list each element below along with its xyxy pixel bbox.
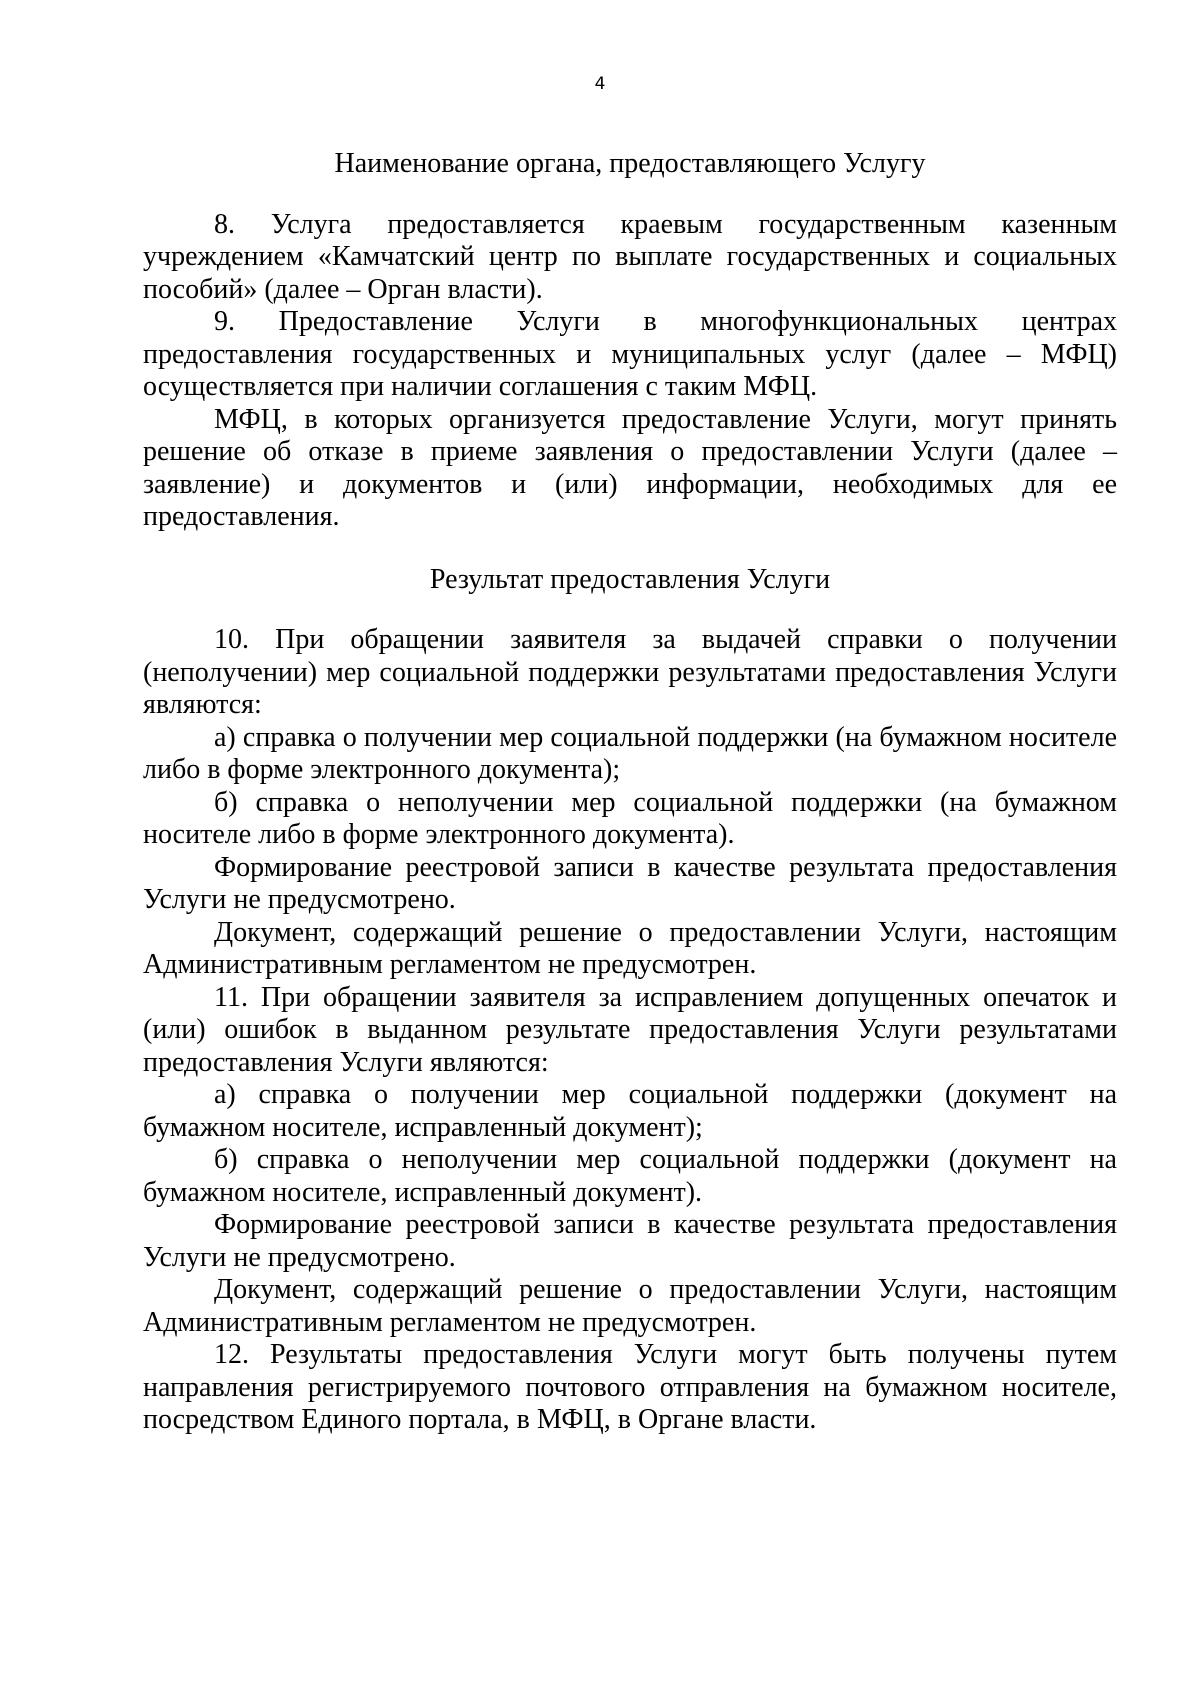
paragraph: 9. Предоставление Услуги в многофункциональных центрах предоставления государственных и муниципальных услуг (далее – МФЦ) осуществляется при наличии соглашения с таким МФЦ.: [143, 306, 1117, 402]
section-heading-result: Результат предоставления Услуги: [429, 563, 831, 595]
paragraph: Формирование реестровой записи в качестве результата предоставления Услуги не предусмотрено.: [143, 1209, 1117, 1273]
paragraph: а) справка о получении мер социальной поддержки (на бумажном носителе либо в форме электронного документа);: [143, 721, 1117, 785]
paragraph: МФЦ, в которых организуется предоставление Услуги, могут принять решение об отказе в приеме заявления о предоставлении Услуги (далее – заявление) и документов и (или) информации, необходимых для ее предоставления.: [143, 403, 1117, 532]
paragraph: б) справка о неполучении мер социальной поддержки (документ на бумажном носителе, исправленный документ).: [143, 1144, 1117, 1208]
paragraph: Документ, содержащий решение о предоставлении Услуги, настоящим Административным регламентом не предусмотрен.: [143, 1274, 1117, 1338]
document-body: [143, 148, 1117, 1437]
section-heading-authority: Наименование органа, предоставляющего Услугу: [334, 148, 926, 179]
paragraph: 8. Услуга предоставляется краевым государственным казенным учреждением «Камчатский центр по выплате государственных и социальных пособий» (далее – Орган власти).: [143, 208, 1117, 305]
paragraph: а) справка о получении мер социальной поддержки (документ на бумажном носителе, исправленный документ);: [143, 1079, 1117, 1143]
paragraph: Документ, содержащий решение о предоставлении Услуги, настоящим Административным регламентом не предусмотрен.: [143, 916, 1117, 980]
paragraph: б) справка о неполучении мер социальной поддержки (на бумажном носителе либо в форме электронного документа).: [143, 786, 1117, 850]
paragraph: 12. Результаты предоставления Услуги могут быть получены путем направления регистрируемого почтового отправления на бумажном носителе, посредством Единого портала, в МФЦ, в Органе власти.: [143, 1339, 1117, 1435]
paragraph: 11. При обращении заявителя за исправлением допущенных опечаток и (или) ошибок в выданном результате предоставления Услуги результатами предоставления Услуги являются:: [143, 981, 1117, 1078]
paragraph: Формирование реестровой записи в качестве результата предоставления Услуги не предусмотрено.: [143, 851, 1117, 915]
paragraph: 10. При обращении заявителя за выдачей справки о получении (неполучении) мер социальной поддержки результатами предоставления Услуги являются:: [143, 624, 1117, 720]
page-number: 4: [594, 74, 606, 94]
